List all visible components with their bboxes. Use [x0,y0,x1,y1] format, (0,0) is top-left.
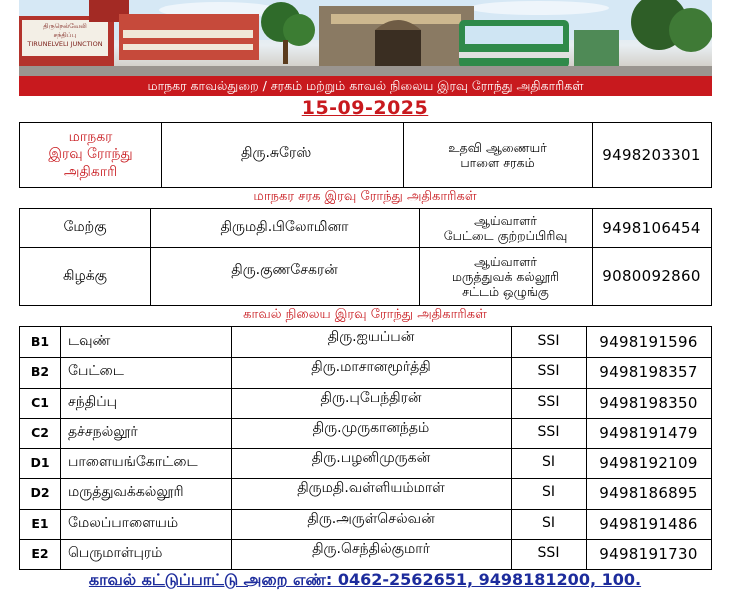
officer-phone: 9498192109 [599,453,698,472]
role-line-3: அதிகாரி [63,163,118,180]
role-line-1: மாநகர [68,128,113,145]
station-code: E2 [31,546,49,562]
officer-rank: SSI [537,545,560,562]
officer-rank: SSI [537,363,560,380]
officer-rank: SI [541,454,555,471]
officer-name: திருமதி.வள்ளியம்மாள் [297,480,445,496]
designation-line-2: பாளை சரகம் [460,155,535,170]
station-code: D2 [30,485,50,501]
officer-phone: 9498198357 [599,362,698,381]
station-code: C1 [31,395,49,411]
station-name: பேட்டை [68,363,124,380]
station-sign-line-3: TIRUNELVELI JUNCTION [27,40,103,48]
station-code: B2 [30,364,50,380]
station-name: மேலப்பாளையம் [68,515,179,532]
designation-line-2: பேட்டை குற்றப்பிரிவு [443,228,568,243]
city-officer-table [19,122,712,188]
officer-phone: 9498186895 [599,483,698,502]
range-officer-designation [419,248,592,305]
station-code: D1 [30,455,50,471]
station-name: மருத்துவக்கல்லூரி [68,484,184,501]
officer-phone: 9498191596 [599,332,698,351]
station-code: B1 [30,334,50,350]
officer-phone: 9498191486 [599,514,698,533]
officer-phone: 9498191479 [599,423,698,442]
city-officer-designation [403,123,592,187]
officer-name: திரு.புபேந்திரன் [320,390,422,406]
range-zone: மேற்கு [63,219,107,236]
station-code: E1 [31,516,49,532]
officer-name: திரு.அருள்செல்வன் [307,511,435,527]
header-banner-photo [19,0,712,76]
designation-line-2: மருத்துவக் கல்லூரி [451,269,560,284]
station-sign-line-1: திருநெல்வேலி [43,22,87,30]
station-sign [23,22,107,49]
officer-rank: SSI [537,394,560,411]
banner-illustration [19,0,712,76]
officer-phone: 9498198350 [599,393,698,412]
officer-phone: 9498191730 [599,544,698,563]
designation-line-1: உதவி ஆணையர் [448,140,547,155]
officer-name: திரு.செந்தில்குமார் [312,541,430,557]
station-name: பாளையங்கோட்டை [68,454,198,471]
station-name: பெருமாள்புரம் [68,545,163,562]
officer-name: திரு.மாசானமூர்த்தி [311,359,431,375]
officer-name: திரு.பழனிமுருகன் [311,450,431,466]
station-name: தச்சநல்லூர் [68,424,138,441]
designation-line-1: ஆய்வாளர் [474,254,537,269]
range-officer-name: திருமதி.பிலோமினா [220,219,349,236]
range-officer-designation [419,209,592,247]
officer-name: திரு.ஐயப்பன் [327,329,415,345]
station-sign-line-2: சந்திப்பு [53,31,77,39]
designation-line-3: சட்டம் ஒழுங்கு [462,284,549,299]
officer-rank: SSI [537,424,560,441]
officer-name: திரு.முருகானந்தம் [312,420,430,436]
role-line-2: இரவு ரோந்து [48,146,133,163]
officer-rank: SSI [537,333,560,350]
range-officer-phone: 9498106454 [602,218,701,237]
designation-line-1: ஆய்வாளர் [474,213,537,228]
date-heading: 15-09-2025 [301,97,429,119]
city-officer-phone: 9498203301 [602,145,701,164]
station-officers-table [19,326,712,570]
header-title-bar: மாநகர காவல்துறை / சரகம் மற்றும் காவல் நிலைய இரவு ரோந்து அதிகாரிகள் [19,76,712,96]
control-room-footer: காவல் கட்டுப்பாட்டு அறை எண்: 0462-2562651, 9498181200, 100. [88,570,642,589]
station-officers-heading: காவல் நிலைய இரவு ரோந்து அதிகாரிகள் [243,307,487,322]
station-name: டவுண் [68,333,111,350]
officer-rank: SI [541,484,555,501]
range-officers-heading: மாநகர சரக இரவு ரோந்து அதிகாரிகள் [253,189,477,204]
range-officer-name: திரு.குணசேகரன் [231,262,338,278]
officer-rank: SI [541,515,555,532]
range-officer-phone: 9080092860 [602,267,701,286]
range-officers-table [19,208,712,306]
station-name: சந்திப்பு [68,394,118,411]
city-officer-name: திரு.சுரேஸ் [241,145,312,161]
range-zone: கிழக்கு [62,267,108,284]
city-officer-role [20,123,161,187]
station-code: C2 [31,425,49,441]
